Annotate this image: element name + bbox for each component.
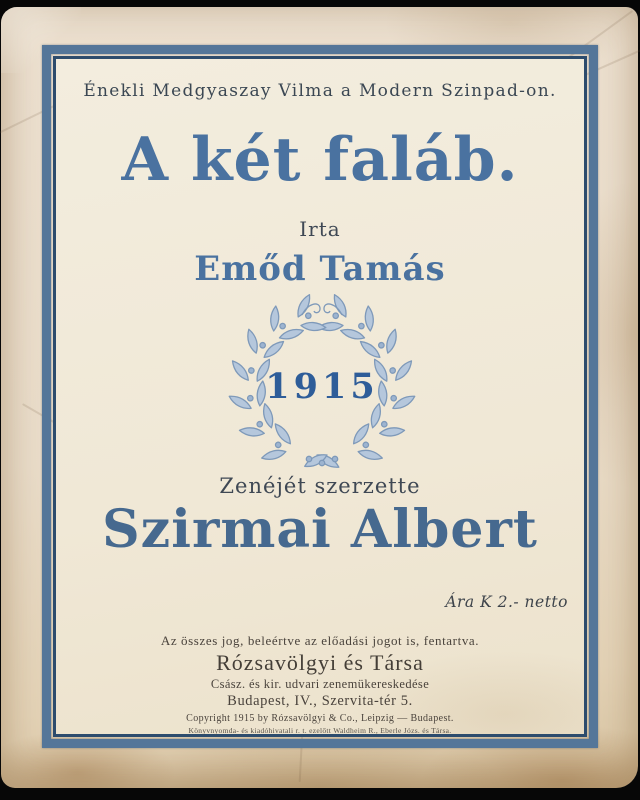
price-label: Ára K 2.- netto — [445, 593, 568, 611]
sheet-music-cover — [1, 7, 638, 788]
music-by-label: Zenéjét szerzette — [219, 474, 421, 498]
year-label: 1915 — [265, 366, 379, 407]
page-title: A két faláb. — [121, 125, 519, 195]
decorative-border-frame — [42, 45, 598, 748]
composer-name: Szirmai Albert — [102, 499, 538, 560]
publisher-address: Budapest, IV., Szervita-tér 5. — [227, 693, 413, 709]
lyricist-name: Emőd Tamás — [194, 249, 446, 289]
publisher-name: Rózsavölgyi és Társa — [216, 650, 424, 675]
copyright-line: Copyright 1915 by Rózsavölgyi & Co., Leipzig — Budapest. — [186, 713, 454, 724]
inner-border-line — [53, 56, 587, 737]
printer-line: Könyvnyomda- és kiadóhivatali r. t. ezelőtt Waldheim R., Eberle Józs. és Társa. — [188, 726, 452, 735]
performer-tagline: Énekli Medgyaszay Vilma a Modern Szinpad-on. — [83, 81, 557, 101]
written-by-label: Irta — [299, 217, 341, 241]
publisher-subtitle: Csász. és kir. udvari zenemükereskedése — [210, 677, 430, 691]
cover-content — [56, 59, 584, 734]
rights-notice: Az összes jog, beleértve az előadási jogot is, fentartva. — [160, 633, 480, 648]
publisher-block — [56, 633, 584, 735]
